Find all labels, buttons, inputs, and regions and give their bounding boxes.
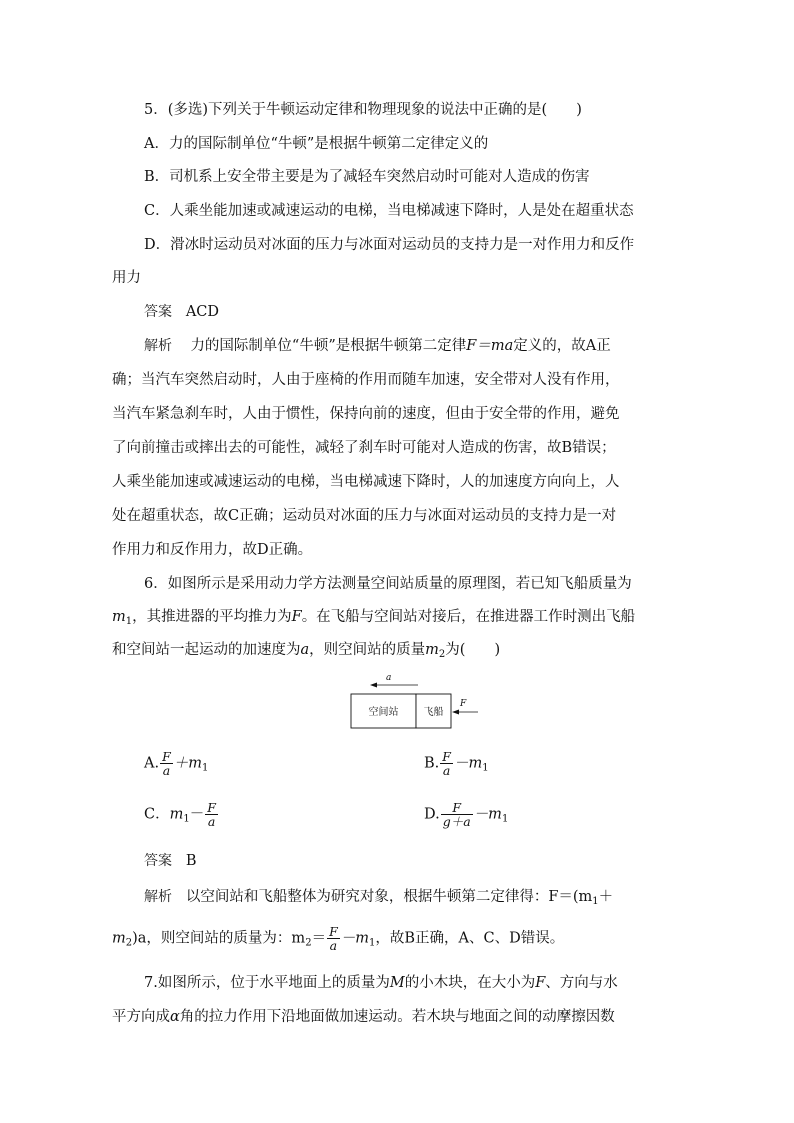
numerator: F — [442, 749, 451, 764]
accel-arrow-head — [370, 683, 377, 688]
subscript: 1 — [125, 616, 133, 627]
station-label: 空间站 — [368, 707, 399, 718]
q5-answer — [144, 302, 219, 322]
option-term: ＋m — [173, 755, 203, 772]
q5-answer-value: ACD — [185, 304, 220, 320]
option-letter: B. — [424, 755, 440, 772]
option-term: －m — [453, 755, 483, 772]
formula: F＝ma — [466, 338, 514, 354]
analysis-text: 定义的，故A正 — [513, 338, 611, 354]
option-letter: D. — [424, 806, 440, 823]
stem-text: 、方向与水 — [545, 975, 618, 991]
denominator: a — [442, 763, 451, 778]
q6-stem-1: 6．如图所示是采用动力学方法测量空间站质量的原理图，若已知飞船质量为 — [144, 576, 632, 592]
var-m: m — [425, 642, 439, 658]
denominator: a — [207, 814, 216, 829]
q5-analysis-line-1 — [144, 336, 611, 356]
q5-stem: 5．(多选)下列关于牛顿运动定律和物理现象的说法中正确的是( ) — [144, 102, 582, 118]
option-letter: A. — [144, 755, 160, 772]
q5-option-d: D．滑冰时运动员对冰面的压力与冰面对运动员的支持力是一对作用力和反作 — [144, 237, 635, 253]
fraction — [440, 750, 453, 777]
stem-text: 为( ) — [445, 642, 501, 658]
answer-label: 答案 — [144, 304, 172, 320]
q6-analysis-line-2 — [112, 925, 564, 954]
var-m: m — [112, 609, 126, 625]
numerator: F — [162, 749, 171, 764]
q6-answer-value: B — [185, 853, 197, 869]
stem-text: 平方向成 — [112, 1009, 170, 1025]
var-F: F — [291, 609, 302, 625]
analysis-label: 解析 — [144, 889, 172, 905]
ship-label: 飞船 — [423, 707, 444, 718]
q6-option-c — [144, 801, 219, 828]
q5-analysis-line-6: 处在超重状态，故C正确；运动员对冰面的压力与冰面对运动员的支持力是一对 — [112, 508, 617, 524]
fraction — [160, 750, 173, 777]
stem-text: ，其推进器的平均推力为 — [132, 609, 292, 625]
q5-option-b: B．司机系上安全带主要是为了减轻车突然启动时可能对人造成的伤害 — [144, 169, 590, 185]
q6-analysis-line-1 — [144, 887, 613, 912]
q5-option-a: A．力的国际制单位“牛顿”是根据牛顿第二定律定义的 — [144, 136, 489, 152]
analysis-text: 以空间站和飞船整体为研究对象，根据牛顿第二定律得：F＝(m — [185, 889, 593, 905]
var-a: a — [300, 642, 310, 658]
numerator: F — [329, 924, 338, 939]
q6-answer — [144, 851, 196, 871]
q5-analysis-line-2: 确；当汽车突然启动时，人由于座椅的作用而随车加速，安全带对人没有作用， — [112, 372, 620, 388]
denominator: g＋a — [442, 814, 471, 829]
numerator: F — [207, 800, 216, 815]
subscript: 2 — [305, 937, 312, 949]
q5-analysis-line-5: 人乘坐能加速或减速运动的电梯，当电梯减速下降时，人的加速度方向向上，人 — [112, 474, 620, 490]
operator: － — [189, 806, 205, 823]
fraction — [327, 925, 340, 952]
var-F: F — [535, 975, 546, 991]
q5-option-d-cont: 用力 — [112, 270, 141, 286]
var-m: m — [112, 930, 126, 947]
operator: ＝ — [311, 930, 327, 947]
q6-option-a — [144, 750, 208, 777]
q6-option-b — [424, 750, 489, 777]
subscript: 1 — [482, 762, 489, 774]
force-label: F — [460, 699, 467, 709]
accel-label: a — [386, 673, 392, 683]
q6-stem-3 — [112, 640, 500, 665]
analysis-text: ，故B正确，A、C、D错误。 — [375, 930, 565, 947]
q6-stem-2 — [112, 607, 635, 632]
q7-stem-1 — [144, 973, 618, 993]
var-M: M — [389, 975, 405, 991]
analysis-label: 解析 — [144, 338, 172, 354]
analysis-text: )a，则空间站的质量为：m — [132, 930, 306, 947]
subscript: 1 — [501, 813, 509, 825]
subscript: 1 — [202, 762, 209, 774]
option-term: －m — [340, 930, 369, 947]
spacecraft-diagram — [340, 672, 490, 734]
subscript: 1 — [592, 896, 599, 907]
option-term: －m — [473, 806, 502, 823]
denominator: a — [329, 938, 338, 953]
subscript: 1 — [183, 813, 190, 825]
subscript: 1 — [369, 937, 376, 949]
denominator: a — [162, 763, 171, 778]
stem-text: 和空间站一起运动的加速度为 — [112, 642, 301, 658]
q5-analysis-line-3: 当汽车紧急刹车时，人由于惯性，保持向前的速度，但由于安全带的作用，避免 — [112, 406, 620, 422]
stem-text: 的小木块，在大小为 — [404, 975, 536, 991]
operator: ＋ — [598, 889, 614, 905]
subscript: 2 — [125, 937, 133, 949]
analysis-text: 力的国际制单位“牛顿”是根据牛顿第二定律 — [190, 338, 467, 354]
q6-option-d — [424, 801, 508, 828]
fraction — [441, 801, 473, 828]
q5-option-c: C．人乘坐能加速或减速运动的电梯，当电梯减速下降时，人是处在超重状态 — [144, 203, 634, 219]
stem-text: 角的拉力作用下沿地面做加速运动。若木块与地面之间的动摩擦因数 — [179, 1009, 615, 1025]
q5-analysis-line-4: 了向前撞击或摔出去的可能性，减轻了刹车时可能对人造成的伤害，故B错误； — [112, 440, 616, 456]
stem-text: ，则空间站的质量 — [309, 642, 426, 658]
option-term: m — [169, 806, 184, 823]
numerator: F — [441, 801, 473, 815]
subscript: 2 — [438, 649, 446, 660]
answer-label: 答案 — [144, 853, 172, 869]
var-alpha: α — [170, 1009, 180, 1025]
force-arrow-head — [452, 710, 459, 715]
q5-analysis-line-7: 作用力和反作用力，故D正确。 — [112, 542, 313, 558]
stem-text: 。在飞船与空间站对接后，在推进器工作时测出飞船 — [301, 609, 636, 625]
stem-text: 7.如图所示，位于水平地面上的质量为 — [144, 975, 390, 991]
fraction — [205, 801, 218, 828]
q7-stem-2 — [112, 1007, 615, 1027]
option-letter: C． — [144, 806, 170, 823]
